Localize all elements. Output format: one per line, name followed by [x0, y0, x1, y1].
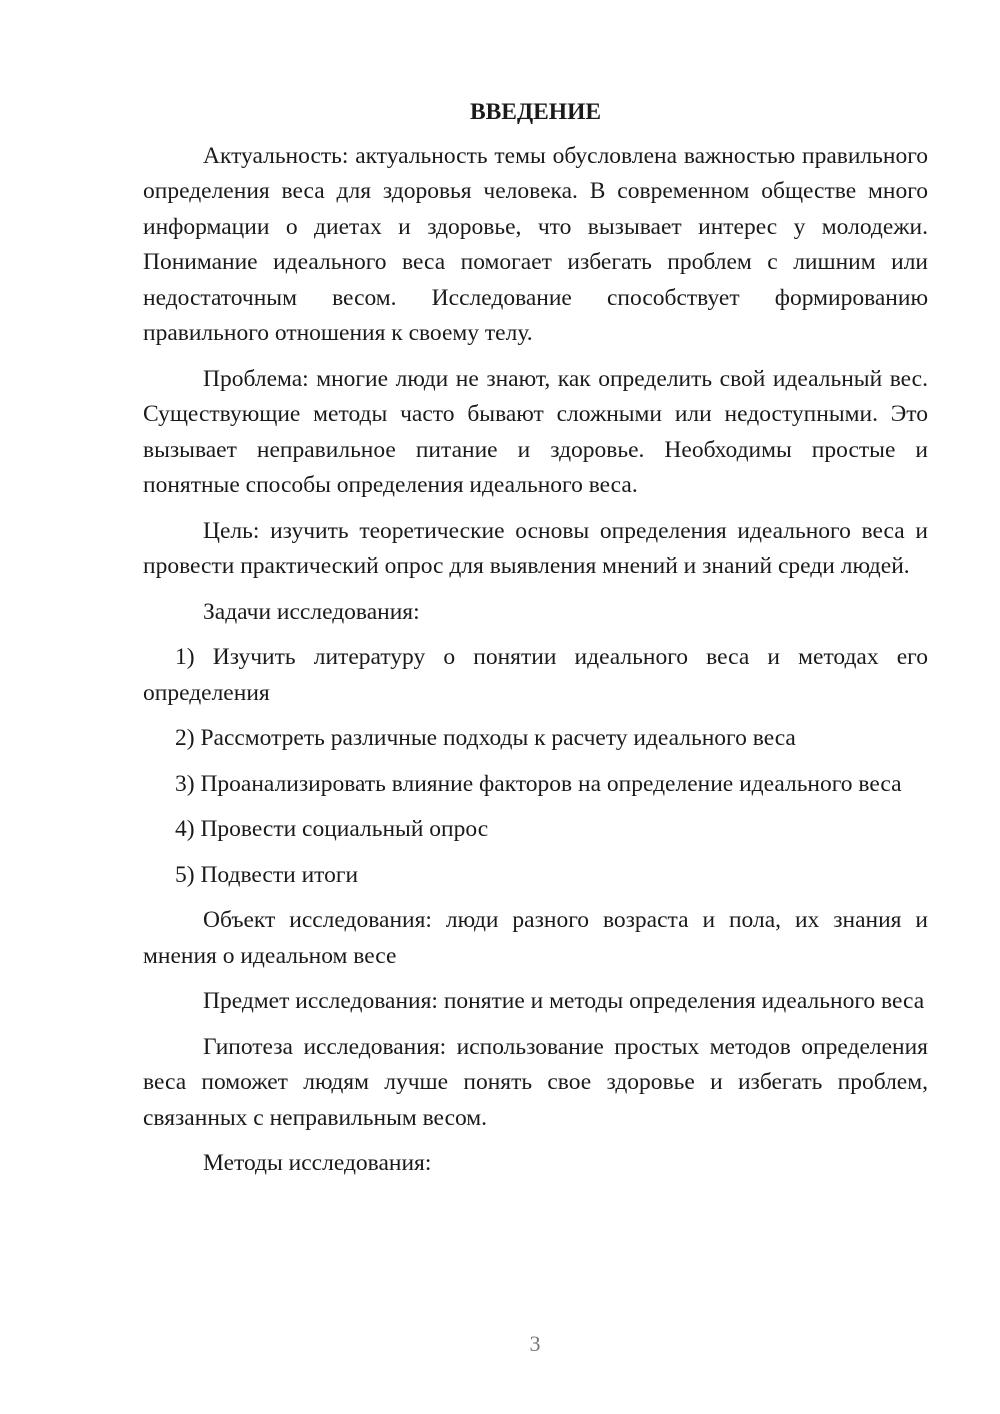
- task-item: 2) Рассмотреть различные подходы к расчету идеального веса: [175, 725, 796, 751]
- tasks-heading: Задачи исследования:: [203, 598, 420, 625]
- task-item: 1) Изучить литературу о понятии идеального веса и методах его определения: [143, 644, 928, 706]
- subject-paragraph: Предмет исследования: понятие и методы определения идеального веса: [203, 988, 925, 1014]
- goal-paragraph: Цель: изучить теоретические основы определения идеального веса и провести практический опрос для выявления мнений и знаний среди людей.: [143, 517, 928, 579]
- relevance-paragraph: Актуальность: актуальность темы обусловлена важностью правильного определения веса для здоровья человека. В современном обществе много информации о диетах и здоровье, что вызывает интерес у молодежи. Понимание идеального веса помогает избегать проблем с лишним или недостаточным весом. Исследование способствует формированию правильного отношения к своему телу.: [143, 142, 928, 346]
- object-paragraph: Объект исследования: люди разного возраста и пола, их знания и мнения о идеальном весе: [143, 907, 928, 969]
- task-item: 4) Провести социальный опрос: [175, 816, 489, 842]
- hypothesis-paragraph: Гипотеза исследования: использование простых методов определения веса поможет людям лучше понять свое здоровье и избегать проблем, связанных с неправильным весом.: [143, 1033, 928, 1131]
- document-body: [143, 95, 928, 1192]
- problem-paragraph: Проблема: многие люди не знают, как определить свой идеальный вес. Существующие методы часто бывают сложными или недоступными. Это вызывает неправильное питание и здоровье. Необходимы простые и понятные способы определения идеального веса.: [143, 365, 928, 498]
- task-item: 5) Подвести итоги: [175, 861, 359, 888]
- page-number: 3: [529, 1331, 541, 1356]
- page-title: ВВЕДЕНИЕ: [469, 99, 602, 125]
- methods-heading: Методы исследования:: [203, 1150, 432, 1176]
- task-item: 3) Проанализировать влияние факторов на определение идеального веса: [175, 770, 902, 797]
